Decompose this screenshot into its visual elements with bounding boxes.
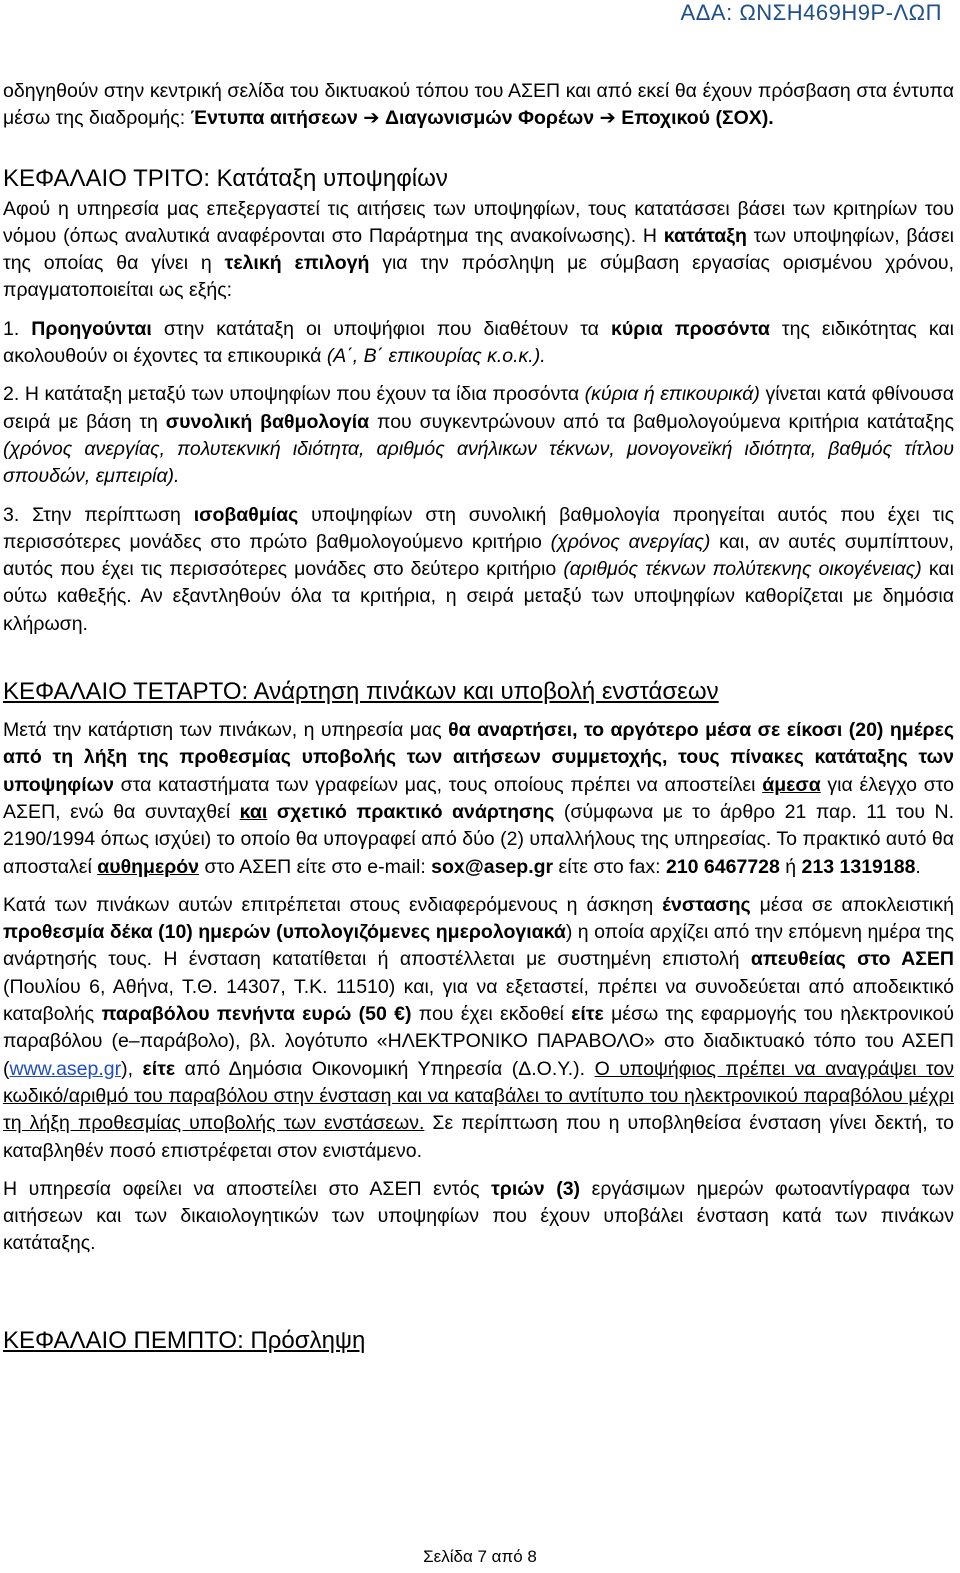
intro-paragraph — [3, 78, 954, 133]
chapter4-paragraph-1 — [3, 717, 954, 881]
chapter4-paragraph-2 — [3, 892, 954, 1165]
bold-text: ένστασης — [662, 893, 751, 916]
text: υποψηφίων στη συνολική βαθμολογία προηγείται αυτός που έχει τις περισσότερες μονάδες στο πρώτο βαθμολογούμενο κριτήριο — [3, 503, 954, 553]
text: γίνεται κατά φθίνουσα σειρά με βάση τη — [3, 383, 955, 433]
bold-text: θα αναρτήσει, το αργότερο μέσα σε είκοσι (20) ημέρες από τη λήξη της προθεσμίας υποβολής των αιτήσεων συμμετοχής, τους πίνακες κατάταξης των υποψηφίων — [3, 719, 954, 796]
text: ) η οποία αρχίζει από την επόμενη ημέρα της ανάρτησής τους. Η ένσταση κατατίθεται ή αποστέλλεται με συστημένη επιστολή — [3, 921, 955, 971]
italic-text: (χρόνος ανεργίας) — [550, 530, 711, 553]
bold-text: τριών (3) — [491, 1177, 581, 1200]
bold-text: τελική επιλογή — [224, 252, 370, 275]
text: Κατά των πινάκων αυτών επιτρέπεται στους ενδιαφερόμενους η άσκηση — [3, 893, 663, 916]
text: 2. Η κατάταξη μεταξύ των υποψηφίων που έχουν τα ίδια προσόντα — [3, 383, 585, 406]
document-body — [3, 78, 954, 1356]
chapter5-title: ΚΕΦΑΛΑΙΟ ΠΕΜΠΤΟ: Πρόσληψη — [3, 1326, 366, 1354]
text: (Πουλίου 6, Αθήνα, Τ.Θ. 14307, Τ.Κ. 11510) και, για να εξεταστεί, πρέπει να συνοδεύεται από αποδεικτικό καταβολής — [3, 975, 954, 1026]
text: Αφού η υπηρεσία μας επεξεργαστεί τις αιτήσεις των υποψηφίων, τους κατατάσσει βάσει των κριτηρίων του νόμου (όπως αναλυτικά αναφέρονται στο Παράρτημα της ανακοίνωσης). Η — [3, 197, 954, 247]
text: από Δημόσια Οικονομική Υπηρεσία (Δ.Ο.Υ.). — [175, 1057, 595, 1080]
text: που συγκεντρώνουν από τα βαθμολογούμενα κριτήρια κατάταξης — [369, 410, 954, 433]
bold-text: Προηγούνται — [31, 317, 152, 340]
text: και, αν αυτές συμπίπτουν, αυτός που έχει τις περισσότερες μονάδες στο δεύτερο κριτήριο — [3, 530, 954, 581]
bold-underline-text: αυθημερόν — [97, 855, 200, 878]
chapter3-item-2 — [3, 381, 954, 490]
asep-website-link[interactable]: www.asep.gr — [9, 1057, 122, 1080]
text: για έλεγχο στο ΑΣΕΠ, ενώ θα συνταχθεί — [3, 773, 954, 823]
text: Σε περίπτωση που η υποβληθείσα ένσταση γίνει δεκτή, το καταβληθέν ποσό επιστρέφεται στον ενιστάμενο. — [3, 1112, 954, 1162]
email-address: sox@asep.gr — [431, 855, 554, 878]
fax-number: 213 1319188 — [801, 855, 916, 878]
chapter4-title: ΚΕΦΑΛΑΙΟ ΤΕΤΑΡΤΟ: Ανάρτηση πινάκων και υποβολή ενστάσεων — [3, 678, 719, 706]
text: των υποψηφίων, βάσει της οποίας θα γίνει η — [3, 224, 954, 275]
bold-text: προθεσμία δέκα (10) ημερών (υπολογιζόμενες ημερολογιακά — [3, 921, 566, 944]
text: εργάσιμων ημερών φωτοαντίγραφα των αιτήσεων και των δικαιολογητικών των υποψηφίων που έχουν υποβάλει ένσταση κατά των πινάκων κατάταξης. — [3, 1177, 954, 1255]
italic-text: (κύρια ή επικουρικά) — [584, 383, 760, 406]
bold-text: συνολική βαθμολογία — [165, 410, 370, 433]
arrow-icon: ➔ — [363, 107, 380, 130]
chapter4-paragraph-3 — [3, 1176, 954, 1258]
text: στην κατάταξη οι υποψήφιοι που διαθέτουν τα — [151, 317, 611, 340]
text: μέσα σε αποκλειστική — [750, 893, 954, 916]
text: που έχει εκδοθεί — [411, 1003, 572, 1026]
text: και ούτω καθεξής. Αν εξαντληθούν όλα τα κριτήρια, η σειρά μεταξύ των υποψηφίων καθορίζεται με δημόσια κλήρωση. — [3, 558, 954, 635]
ada-code: ΑΔΑ: ΩΝΣΗ469Η9Ρ-ΛΩΠ — [680, 0, 942, 25]
underlined-text: Ο υποψήφιος πρέπει να αναγράψει τον κωδικό/αριθμό του παραβόλου στην ένσταση και να καταβάλει το αντίτυπο του ηλεκτρονικού παραβόλου μέχρι τη λήξη προθεσμίας υποβολής των ενστάσεων. — [3, 1057, 954, 1135]
arrow-icon: ➔ — [599, 107, 616, 130]
page-number: Σελίδα 7 από 8 — [423, 1547, 537, 1566]
text: 3. Στην περίπτωση — [3, 503, 194, 526]
text: ή — [779, 855, 802, 878]
chapter3-item-3 — [3, 502, 954, 638]
text — [267, 801, 277, 823]
text: είτε στο fax: — [553, 855, 666, 878]
chapter3-title: ΚΕΦΑΛΑΙΟ ΤΡΙΤΟ: Κατάταξη υποψηφίων — [3, 164, 448, 192]
text: στα καταστήματα των γραφείων μας, τους οποίους πρέπει να αποστείλει — [113, 773, 763, 796]
text: στο ΑΣΕΠ είτε στο e-mail: — [199, 855, 432, 878]
bold-text: παραβόλου πενήντα ευρώ (50 €) — [101, 1003, 412, 1026]
text: ), — [121, 1057, 143, 1080]
bold-text: σχετικό πρακτικό ανάρτησης — [276, 800, 555, 823]
text: Μετά την κατάρτιση των πινάκων, η υπηρεσία μας — [3, 719, 449, 742]
text: 1. — [3, 317, 32, 340]
italic-text: (αριθμός τέκνων πολύτεκνης οικογένειας) — [563, 558, 922, 581]
fax-number: 210 6467728 — [665, 855, 780, 878]
bold-text: είτε — [142, 1057, 176, 1080]
bold-text: κύρια προσόντα — [611, 317, 770, 340]
path-step-seasonal: Εποχικού (ΣΟΧ). — [621, 107, 774, 130]
chapter3-paragraph — [3, 196, 954, 305]
bold-text: απευθείας στο ΑΣΕΠ — [750, 948, 954, 971]
bold-text: είτε — [571, 1003, 604, 1026]
text: μέσω της εφαρμογής του ηλεκτρονικού παραβόλου (e–παράβολο), βλ. λογότυπο «ΗΛΕΚΤΡΟΝΙΚΟ ΠΑΡΑΒΟΛΟ» στο διαδικτυακό τόπο του ΑΣΕΠ ( — [3, 1003, 954, 1080]
italic-text: (Α΄, Β΄ επικουρίας κ.ο.κ.). — [326, 345, 546, 368]
path-step-forms: Έντυπα αιτήσεων — [190, 107, 358, 130]
path-step-agencies: Διαγωνισμών Φορέων — [385, 107, 595, 130]
text: . — [915, 855, 921, 878]
text: οδηγηθούν στην κεντρική σελίδα του δικτυακού τόπου του ΑΣΕΠ και από εκεί θα έχουν πρόσβαση στα έντυπα μέσω της διαδρομής: — [3, 80, 954, 130]
text: για την πρόσληψη με σύμβαση εργασίας ορισμένου χρόνου, πραγματοποιείται ως εξής: — [3, 252, 955, 302]
bold-underline-text: άμεσα — [762, 773, 821, 796]
text: (σύμφωνα με το άρθρο 21 παρ. 11 του Ν. 2190/1994 όπως ισχύει) το οποίο θα υπογραφεί από δύο (2) υπαλλήλους της υπηρεσίας. Το πρακτικό αυτό θα αποσταλεί — [3, 800, 955, 878]
italic-text: (χρόνος ανεργίας, πολυτεκνική ιδιότητα, αριθμός ανήλικων τέκνων, μονογονεϊκή ιδιότητα, βαθμός τίτλου σπουδών, εμπειρία). — [3, 437, 954, 488]
text: της ειδικότητας και ακολουθούν οι έχοντες τα επικουρικά — [3, 317, 954, 368]
bold-text: ισοβαθμίας — [193, 503, 299, 526]
chapter3-item-1 — [3, 316, 954, 371]
text: Η υπηρεσία οφείλει να αποστείλει στο ΑΣΕΠ εντός — [3, 1177, 492, 1200]
bold-text: κατάταξη — [663, 224, 747, 247]
bold-underline-text: και — [239, 800, 268, 823]
